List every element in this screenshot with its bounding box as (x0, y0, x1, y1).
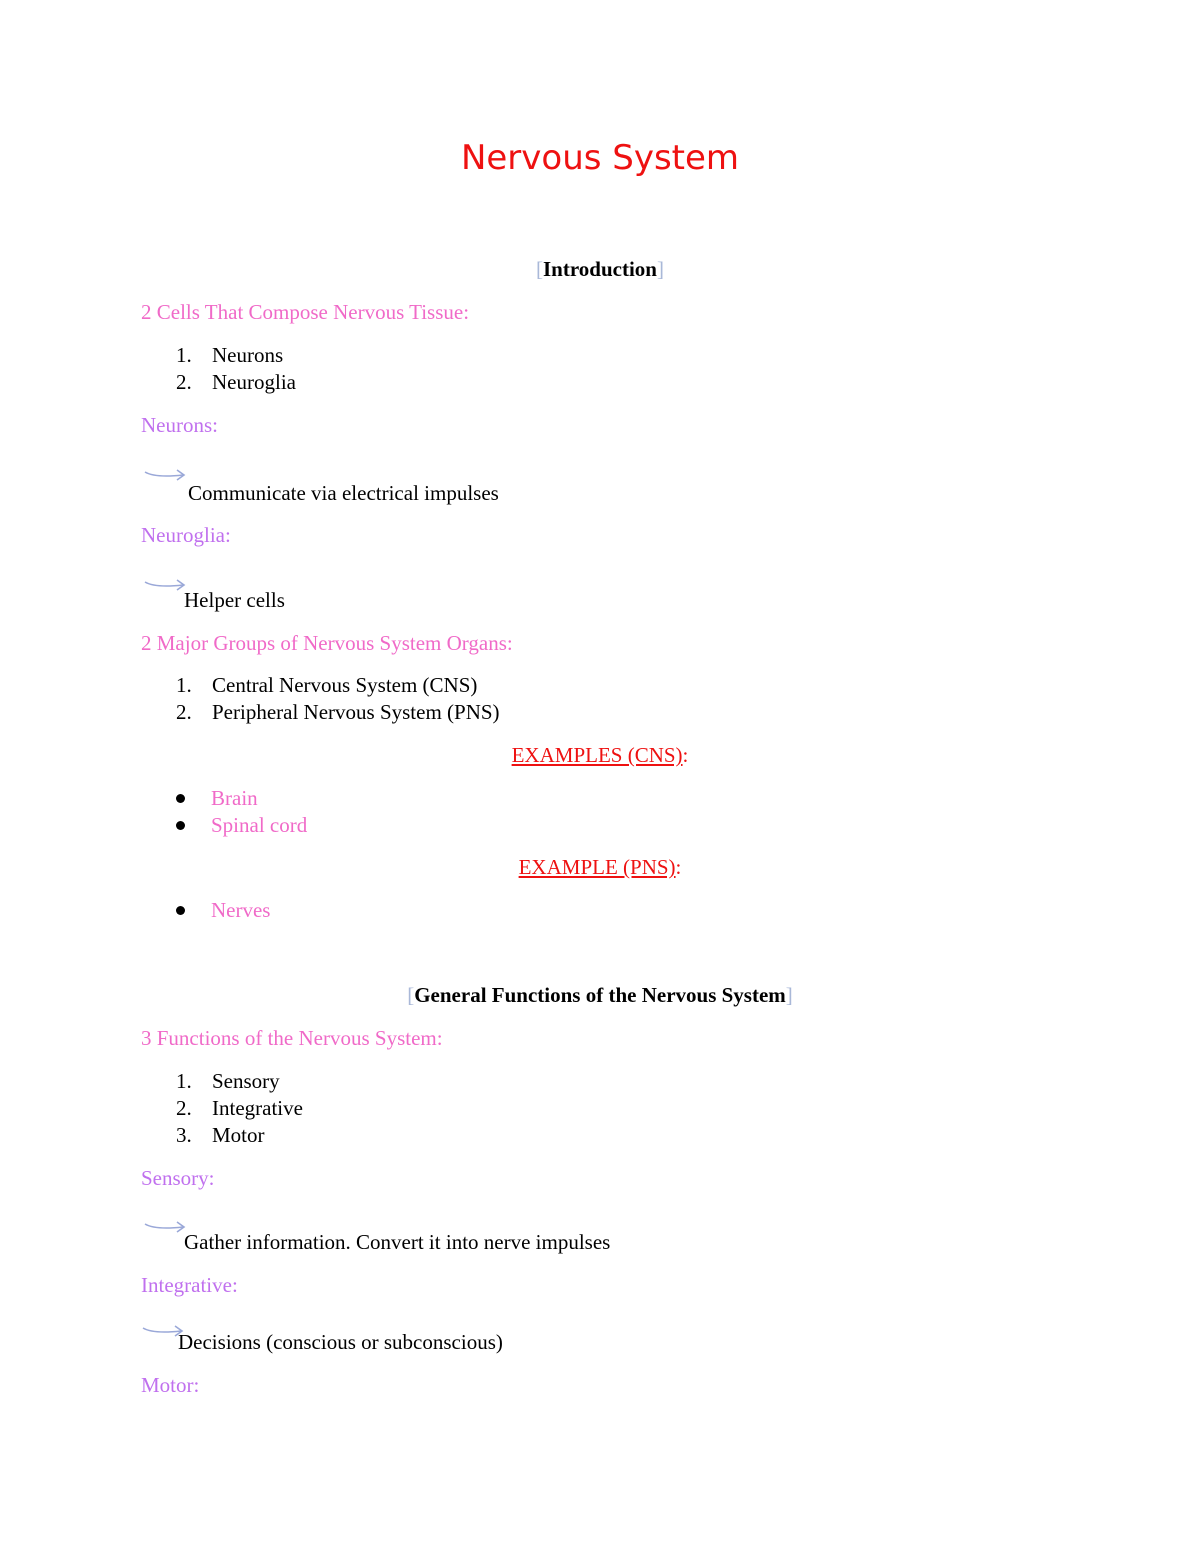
list-item: 1. Central Nervous System (CNS) (176, 673, 478, 697)
section-heading-text: Introduction (543, 257, 657, 281)
groups-heading: 2 Major Groups of Nervous System Organs: (141, 631, 513, 655)
list-item: Spinal cord (176, 813, 307, 838)
functions-heading: 3 Functions of the Nervous System: (141, 1026, 443, 1050)
cells-heading: 2 Cells That Compose Nervous Tissue: (141, 300, 470, 324)
right-arrow-icon (143, 574, 187, 594)
document-title: Nervous System (460, 138, 740, 178)
list-item: 1. Neurons (176, 343, 284, 367)
neuroglia-description: Helper cells (184, 588, 285, 612)
list-item: Brain (176, 786, 258, 811)
list-item: 1. Sensory (176, 1069, 280, 1093)
list-item: 2. Integrative (176, 1096, 303, 1120)
cns-examples-heading: EXAMPLES (CNS): (511, 743, 689, 767)
section-heading-text: General Functions of the Nervous System (414, 983, 786, 1007)
list-item: 2. Peripheral Nervous System (PNS) (176, 700, 500, 724)
list-item: 3. Motor (176, 1123, 265, 1147)
right-arrow-icon (143, 1216, 187, 1236)
neurons-description: Communicate via electrical impulses (188, 481, 499, 505)
sensory-description: Gather information. Convert it into nerve impulses (184, 1230, 611, 1254)
bullet-icon (176, 794, 185, 803)
bullet-icon (176, 906, 185, 915)
sensory-label: Sensory: (141, 1166, 215, 1190)
integrative-description: Decisions (conscious or subconscious) (178, 1330, 503, 1354)
pns-example-heading: EXAMPLE (PNS): (518, 855, 682, 879)
list-item: Nerves (176, 898, 270, 923)
section-heading-general-functions: [General Functions of the Nervous System] (407, 983, 793, 1007)
neurons-label: Neurons: (141, 413, 218, 437)
bullet-icon (176, 821, 185, 830)
section-heading-introduction: [Introduction] (536, 257, 664, 281)
motor-label: Motor: (141, 1373, 200, 1397)
neuroglia-label: Neuroglia: (141, 523, 231, 547)
integrative-label: Integrative: (141, 1273, 238, 1297)
list-item: 2. Neuroglia (176, 370, 296, 394)
right-arrow-icon (143, 464, 187, 484)
